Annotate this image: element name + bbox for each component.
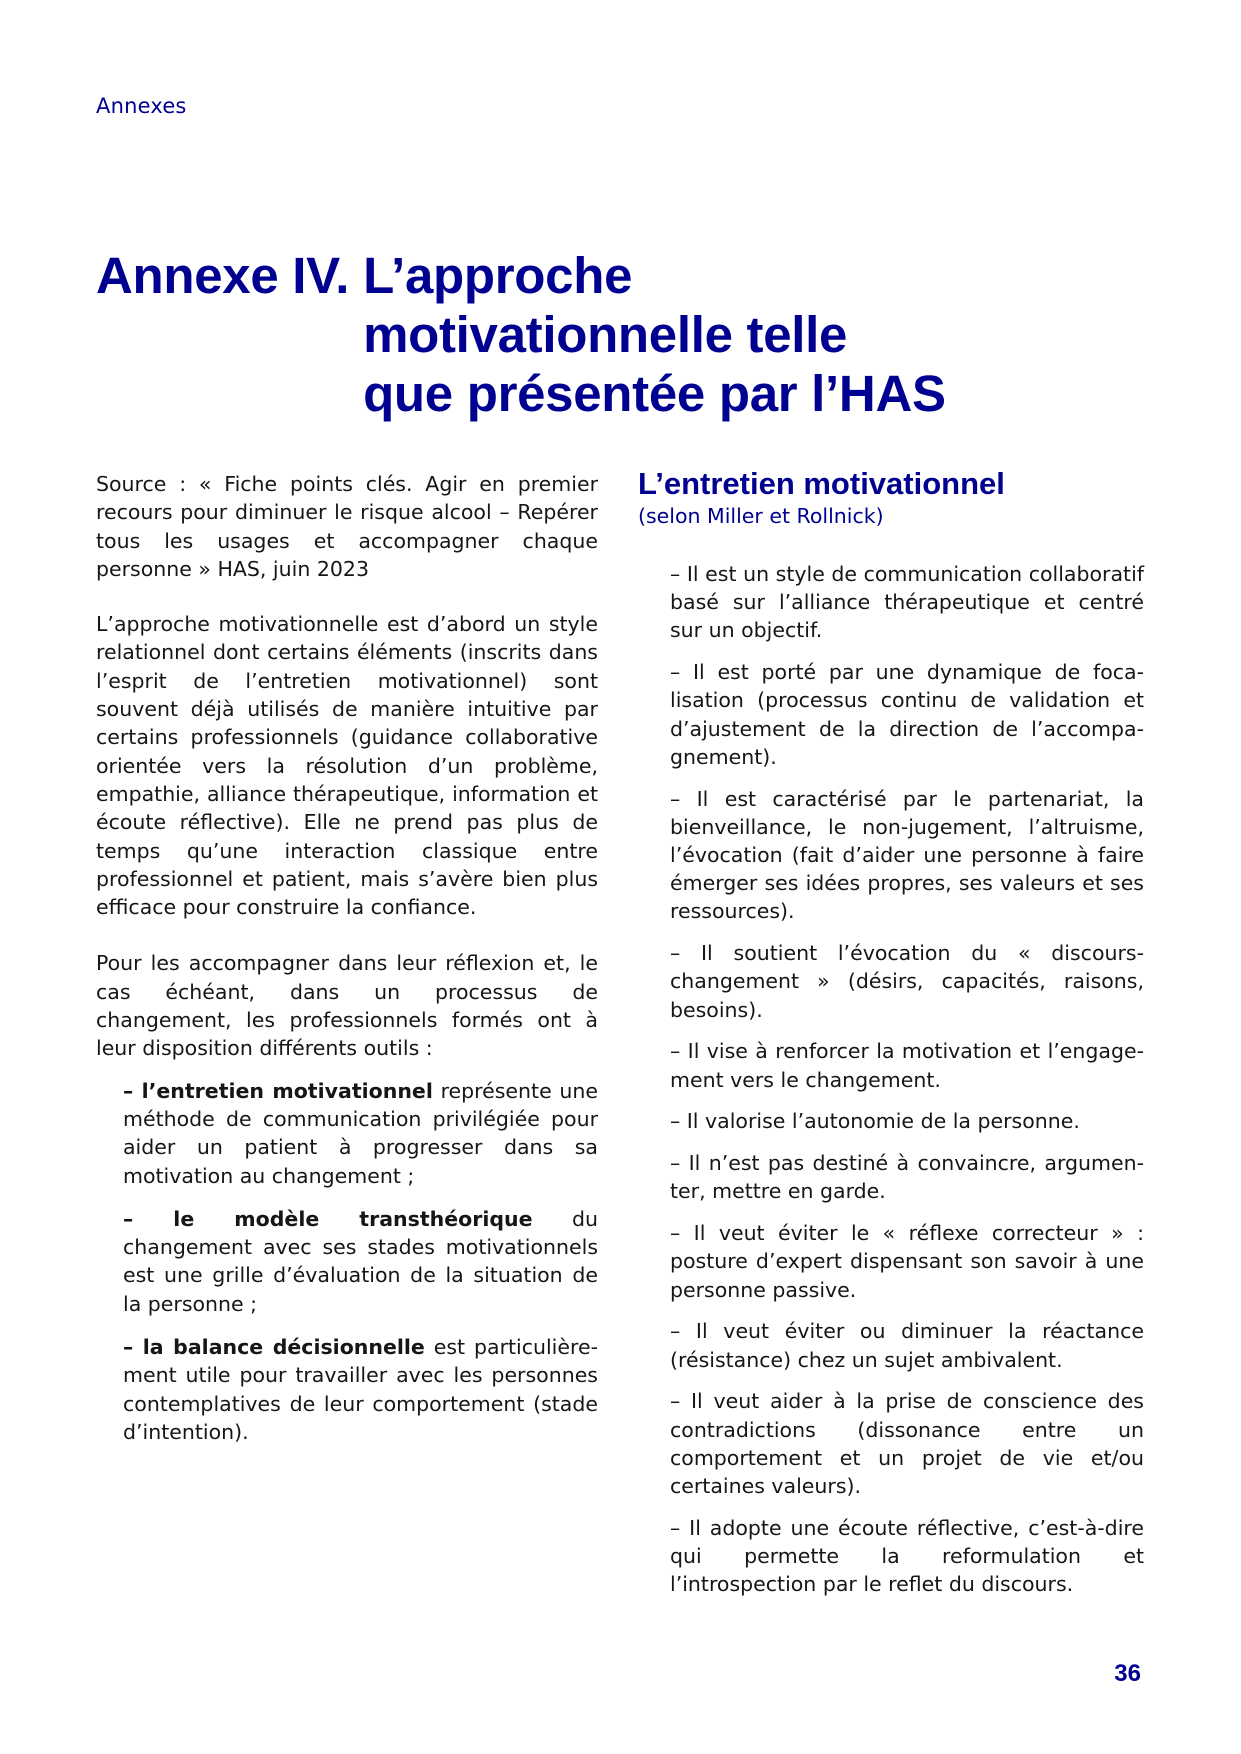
list-item <box>123 1333 598 1446</box>
tools-list <box>96 1077 598 1447</box>
tool-name: – la balance décisionnelle <box>123 1335 425 1360</box>
title-prefix: Annexe IV. <box>96 247 350 304</box>
section-title: L’entretien motivationnel <box>638 466 1005 501</box>
list-item: – Il est porté par une dynamique de focalisation (processus continu de validation et d’ajustement de la direction de l’accompagnement). <box>670 660 1144 769</box>
list-item <box>123 1077 598 1190</box>
list-item: – Il est un style de communication collaboratif basé sur l’alliance thérapeutique et centré sur un objectif. <box>670 562 1144 643</box>
tool-name: – l’entretien motivationnel <box>123 1078 433 1103</box>
source-citation: Source : « Fiche points clés. Agir en premier recours pour diminuer le risque alcool – Repérer tous les usages et accompagner chaque personne » HAS, juin 2023 <box>96 472 598 581</box>
list-item: – Il valorise l’autonomie de la personne. <box>670 1109 1080 1134</box>
title-line: L’approche <box>363 247 633 304</box>
intro-paragraph: L’approche motivationnelle est d’abord un style relationnel dont certains éléments (inscrits dans l’esprit de l’entretien motivationnel) sont souvent déjà utilisés de manière intuitive par certains professionnels (guidance collaborative orientée vers la résolution d’un problème, empathie, alliance thérapeutique, information et écoute réflective). Elle ne prend pas plus de temps qu’une interaction classique entre professionnel et patient, mais s’avère bien plus efficace pour construire la confiance. <box>96 612 598 920</box>
page-number: 36 <box>1114 1660 1141 1687</box>
right-column <box>638 466 1144 1612</box>
features-list <box>638 560 1144 1598</box>
title-line: que présentée par l’HAS <box>363 365 946 422</box>
left-column <box>96 470 598 1461</box>
list-item: – Il n’est pas destiné à convaincre, argumenter, mettre en garde. <box>670 1151 1144 1204</box>
list-item: – Il veut éviter ou diminuer la réactance (résistance) chez un sujet ambivalent. <box>670 1319 1144 1372</box>
list-item: – Il est caractérisé par le partenariat, la bienveillance, le non-jugement, l’altruisme, l’évocation (fait d’aider une personne à faire émerger ses idées propres, ses valeurs et ses ressources). <box>670 786 1144 924</box>
tool-name: – le modèle transthéorique <box>123 1206 533 1231</box>
list-item: – Il veut éviter le « réflexe correcteur » : posture d’expert dispensant son savoir à une personne passive. <box>670 1221 1144 1302</box>
tool-description: est particulièrement utile pour travailler avec les personnes contemplatives de leur comportement (stade d’intention). <box>123 1335 598 1444</box>
tools-lead-paragraph: Pour les accompagner dans leur réflexion et, le cas échéant, dans un processus de changement, les professionnels formés ont à leur disposition différents outils : <box>96 951 598 1061</box>
title-main <box>363 246 946 423</box>
page-title <box>96 246 946 423</box>
list-item: – Il soutient l’évocation du « discours-changement » (désirs, capacités, raisons, besoins). <box>670 941 1144 1022</box>
section-subtitle: (selon Miller et Rollnick) <box>638 504 884 528</box>
tool-description: représente une méthode de communication privilégiée pour aider un patient à progresser dans sa motivation au changement ; <box>123 1078 598 1188</box>
list-item <box>123 1205 598 1318</box>
running-header: Annexes <box>96 94 187 118</box>
tool-description: du changement avec ses stades motivationnels est une grille d’évaluation de la situation de la personne ; <box>123 1206 598 1316</box>
title-line: motivationnelle telle <box>363 306 848 363</box>
list-item: – Il veut aider à la prise de conscience des contradictions (dissonance entre un comportement et un projet de vie et/ou certaines valeurs). <box>670 1389 1144 1499</box>
list-item: – Il adopte une écoute réflective, c’est-à-dire qui permette la reformulation et l’introspection par le reflet du discours. <box>670 1515 1144 1597</box>
list-item: – Il vise à renforcer la motivation et l’engagement vers le changement. <box>670 1039 1144 1092</box>
